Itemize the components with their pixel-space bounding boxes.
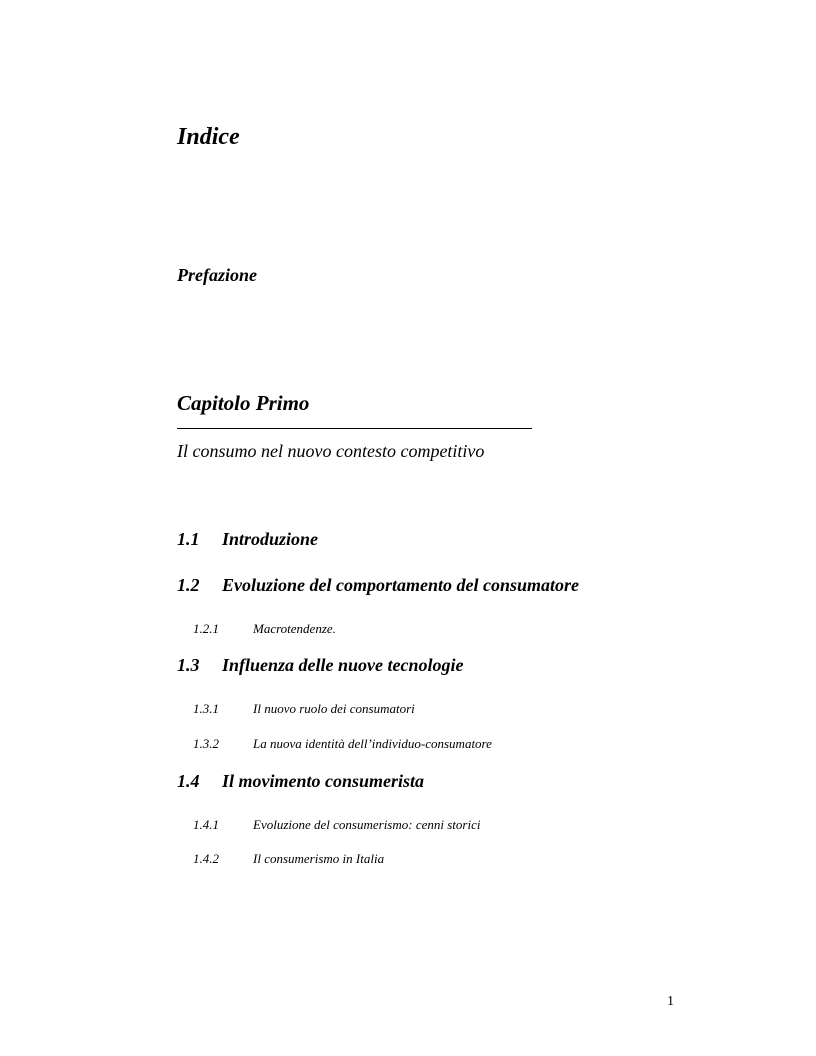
toc-section-number: 1.3 [177, 655, 200, 675]
page-title: Indice [177, 124, 240, 150]
toc-section-1-4 [177, 771, 424, 792]
toc-subsection-number: 1.3.2 [193, 736, 219, 751]
toc-section-1-2 [177, 575, 579, 596]
toc-subsection-label: Il nuovo ruolo dei consumatori [253, 701, 415, 716]
chapter-divider [177, 428, 532, 429]
toc-subsection-label: La nuova identità dell’individuo-consumatore [253, 736, 492, 751]
preface-heading: Prefazione [177, 265, 257, 285]
toc-section-number: 1.1 [177, 529, 200, 549]
toc-subsection-1-3-2 [193, 736, 492, 752]
toc-subsection-1-4-2 [193, 851, 384, 867]
chapter-heading: Capitolo Primo [177, 391, 310, 415]
toc-section-label: Introduzione [222, 529, 319, 549]
toc-subsection-number: 1.2.1 [193, 621, 219, 636]
toc-subsection-number: 1.4.1 [193, 817, 219, 832]
toc-subsection-1-2-1 [193, 621, 336, 637]
toc-section-1-1 [177, 529, 318, 550]
toc-section-number: 1.4 [177, 771, 200, 791]
toc-section-1-3 [177, 655, 464, 676]
toc-subsection-number: 1.4.2 [193, 851, 219, 866]
toc-subsection-1-3-1 [193, 701, 415, 717]
page-number: 1 [667, 994, 674, 1009]
toc-section-label: Il movimento consumerista [222, 771, 425, 791]
toc-section-label: Evoluzione del comportamento del consumatore [222, 575, 580, 595]
toc-section-label: Influenza delle nuove tecnologie [222, 655, 464, 675]
toc-section-number: 1.2 [177, 575, 200, 595]
toc-subsection-1-4-1 [193, 817, 480, 833]
toc-subsection-label: Macrotendenze. [253, 621, 336, 636]
toc-subsection-number: 1.3.1 [193, 701, 219, 716]
toc-subsection-label: Evoluzione del consumerismo: cenni storici [253, 817, 481, 832]
chapter-subtitle: Il consumo nel nuovo contesto competitivo [177, 441, 485, 461]
toc-subsection-label: Il consumerismo in Italia [253, 851, 385, 866]
